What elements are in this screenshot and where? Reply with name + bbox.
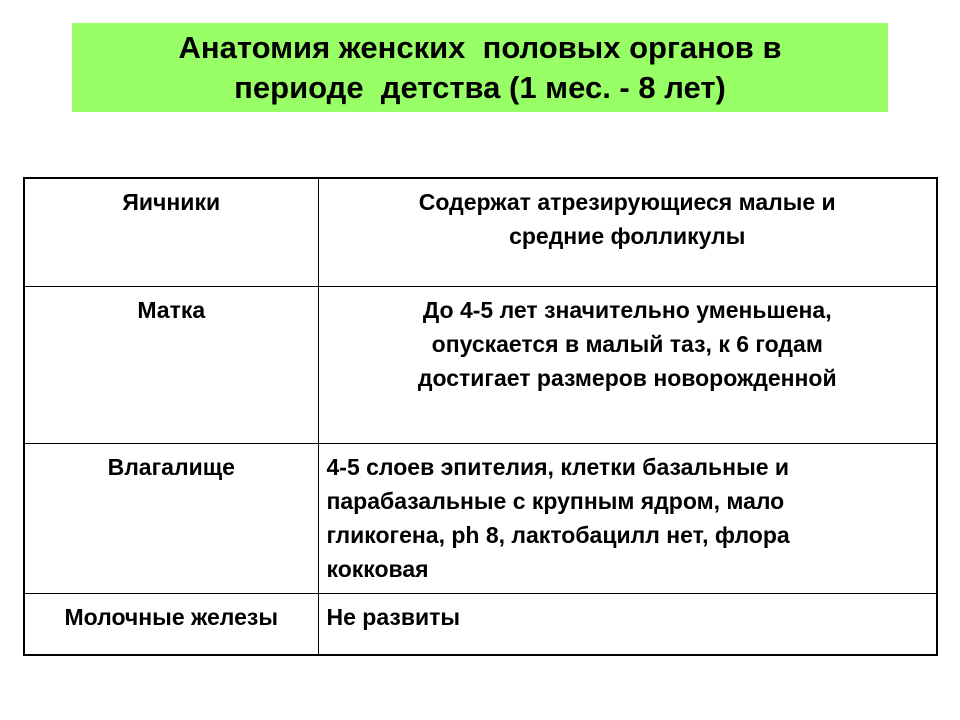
description-line: Содержат атрезирующиеся малые и (418, 189, 836, 215)
description-line: 4-5 слоев эпителия, клетки базальные и (326, 453, 790, 480)
description-cell-vagina (318, 443, 937, 593)
organ-cell-vagina: Влагалище (24, 443, 318, 593)
table-row-mammary-glands (24, 593, 937, 655)
organ-cell-ovaries: Яичники (24, 178, 318, 286)
slide-title-banner (72, 23, 888, 112)
organ-cell-mammary-glands: Молочные железы (24, 593, 318, 655)
organ-cell-uterus: Матка (24, 286, 318, 443)
description-line: средние фолликулы (509, 223, 746, 249)
description-line: До 4-5 лет значительно уменьшена, (422, 296, 832, 323)
description-line: парабазальные с крупным ядром, мало (326, 487, 785, 514)
slide-title-line-1: Анатомия женских половых органов в (178, 29, 782, 65)
description-line: опускается в малый таз, к 6 годам (431, 330, 823, 357)
description-cell-mammary-glands (318, 593, 937, 655)
table-row-ovaries (24, 178, 937, 286)
description-cell-uterus (318, 286, 937, 443)
anatomy-table (23, 177, 938, 656)
description-cell-ovaries (318, 178, 937, 286)
description-line: кокковая (326, 555, 429, 582)
description-line: гликогена, ph 8, лактобацилл нет, флора (326, 521, 790, 548)
table-row-vagina (24, 443, 937, 593)
slide-title-line-2: периоде детства (1 мес. - 8 лет) (234, 69, 726, 105)
description-line: достигает размеров новорожденной (417, 364, 837, 391)
table-row-uterus (24, 286, 937, 443)
description-line: Не развиты (326, 603, 461, 630)
